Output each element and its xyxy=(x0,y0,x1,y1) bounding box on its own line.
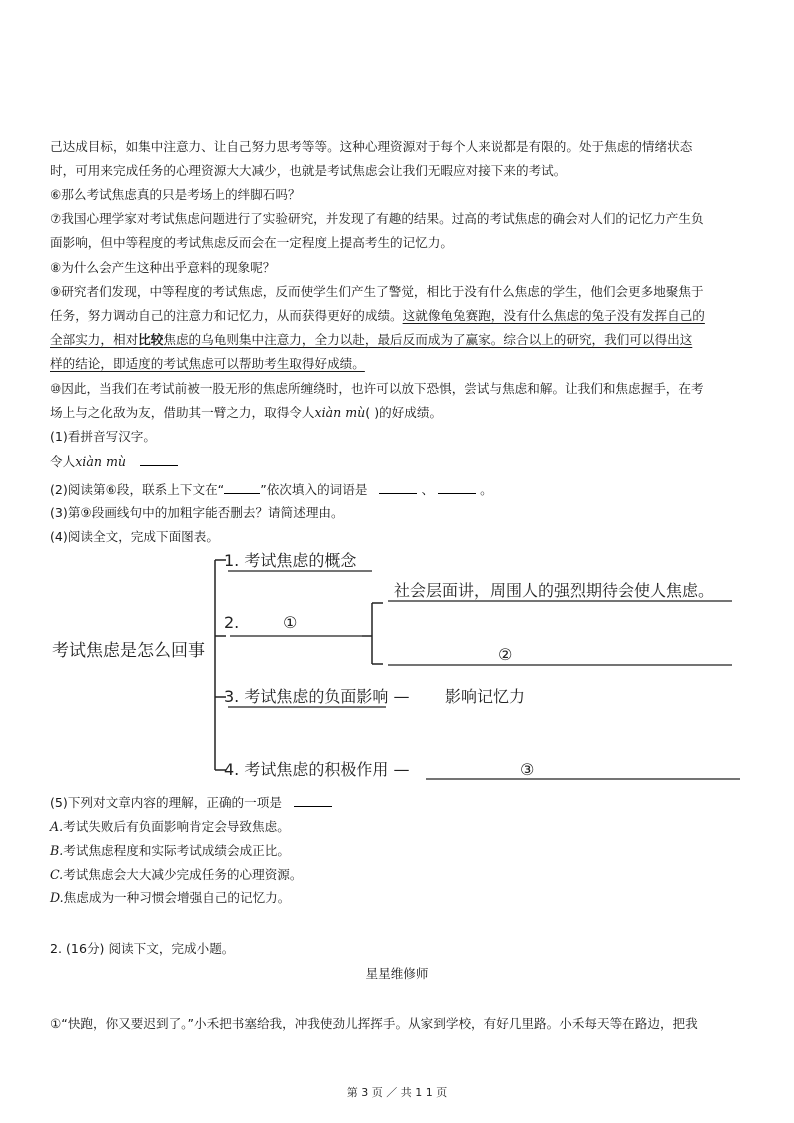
answer-marker-3: ③ xyxy=(520,760,535,779)
paragraph-7-line2: 面影响，但中等程度的考试焦虑反而会在一定程度上提高考生的记忆力。 xyxy=(50,235,453,250)
underlined-sentence: 这就像龟兔赛跑，没有什么焦虑的兔子没有发挥自己的 xyxy=(402,308,705,323)
passage-line: 时，可用来完成任务的心理资源大大减少，也就是考试焦虑会让我们无暇应对接下来的考试。 xyxy=(50,163,567,178)
answer-marker-1: ① xyxy=(283,613,298,632)
paragraph-10-line1: ⑩因此，当我们在考试前被一股无形的焦虑所缠绕时，也许可以放下恐惧，尝试与焦虑和解。让我们和焦虑握手，在考 xyxy=(50,381,704,396)
passage-line: 己达成目标，如集中注意力、让自己努力思考等等。这种心理资源对于每个人来说都是有限的。处于焦虑的情绪状态 xyxy=(50,139,693,154)
story-title: 星星维修师 xyxy=(365,966,429,981)
plain-text: ( )的好成绩。 xyxy=(365,405,443,420)
paragraph-9-line1: ⑨研究者们发现，中等程度的考试焦虑，反而使学生们产生了警觉，相比于没有什么焦虑的学生，他们会更多地聚焦于 xyxy=(50,284,704,299)
branch-3-label: 3. 考试焦虑的负面影响 — xyxy=(224,687,410,706)
plain-text: ”依次填入的词语是 xyxy=(260,482,368,497)
option-c xyxy=(50,863,740,888)
plain-text: 令人 xyxy=(50,454,76,469)
social-reason-text: 社会层面讲，周围人的强烈期待会使人焦虑。 xyxy=(394,581,715,600)
branch-2-number: 2. xyxy=(224,613,240,632)
question-5 xyxy=(50,791,740,816)
option-letter: D. xyxy=(50,890,64,905)
option-d xyxy=(50,886,740,911)
branch-1-label: 1. 考试焦虑的概念 xyxy=(224,551,357,570)
question-1: (1)看拼音写汉字。 xyxy=(50,429,156,444)
paragraph-7-line1: ⑦我国心理学家对考试焦虑问题进行了实验研究，并发现了有趣的结果。过高的考试焦虑的确会对人们的记忆力产生负 xyxy=(50,211,704,226)
plain-text: (5)下列对文章内容的理解，正确的一项是 xyxy=(50,795,282,810)
paragraph-6: ⑥那么考试焦虑真的只是考场上的绊脚石吗？ xyxy=(50,187,301,202)
section-2-header: 2. (16分) 阅读下文，完成小题。 xyxy=(50,941,235,956)
underlined-sentence: 样的结论，即适度的考试焦虑可以帮助考生取得好成绩。 xyxy=(50,356,365,371)
branch-4-label: 4. 考试焦虑的积极作用 — xyxy=(224,760,410,779)
plain-text: 。 xyxy=(480,482,493,497)
bold-word: 比较 xyxy=(138,332,164,347)
page-footer: 第 3 页 ／ 共 1 1 页 xyxy=(346,1086,448,1099)
option-letter: C. xyxy=(50,867,64,882)
option-text: 考试焦虑会大大减少完成任务的心理资源。 xyxy=(63,867,303,882)
option-text: 考试失败后有负面影响肯定会导致焦虑。 xyxy=(63,819,290,834)
option-letter: A. xyxy=(50,819,64,834)
option-a xyxy=(50,815,740,840)
option-text: 焦虑成为一种习惯会增强自己的记忆力。 xyxy=(63,890,291,905)
story-paragraph-1: ①“快跑，你又要迟到了。”小禾把书塞给我，冲我使劲儿挥挥手。从家到学校，有好几里路。小禾每天等在路边，把我 xyxy=(50,1016,698,1031)
plain-text: 任务，努力调动自己的注意力和记忆力，从而获得更好的成绩。 xyxy=(50,308,403,323)
paragraph-8: ⑧为什么会产生这种出乎意料的现象呢？ xyxy=(50,260,276,275)
separator: 、 xyxy=(421,482,435,497)
answer-blank[interactable] xyxy=(294,792,332,807)
question-4: (4)阅读全文，完成下面图表。 xyxy=(50,529,219,544)
plain-text: (2)阅读第⑥段，联系上下文在“ xyxy=(50,482,225,497)
pinyin-text: xiàn mù xyxy=(75,454,126,469)
effect-text: 影响记忆力 xyxy=(445,687,526,706)
option-text: 考试焦虑程度和实际考试成绩会成正比。 xyxy=(63,843,290,858)
pinyin-text: xiàn mù xyxy=(314,405,366,420)
option-b xyxy=(50,839,740,864)
option-letter: B. xyxy=(50,843,64,858)
underlined-sentence: 全部实力，相对 xyxy=(50,332,139,347)
answer-marker-2: ② xyxy=(498,645,513,664)
plain-text: 场上与之化敌为友，借助其一臂之力，取得令人 xyxy=(50,405,315,420)
question-3: (3)第⑨段画线句中的加粗字能否删去？请简述理由。 xyxy=(50,505,344,520)
diagram-root: 考试焦虑是怎么回事 xyxy=(52,641,205,661)
underlined-sentence: 焦虑的乌龟则集中注意力，全力以赴，最后反而成为了赢家。综合以上的研究，我们可以得出这 xyxy=(163,332,693,347)
